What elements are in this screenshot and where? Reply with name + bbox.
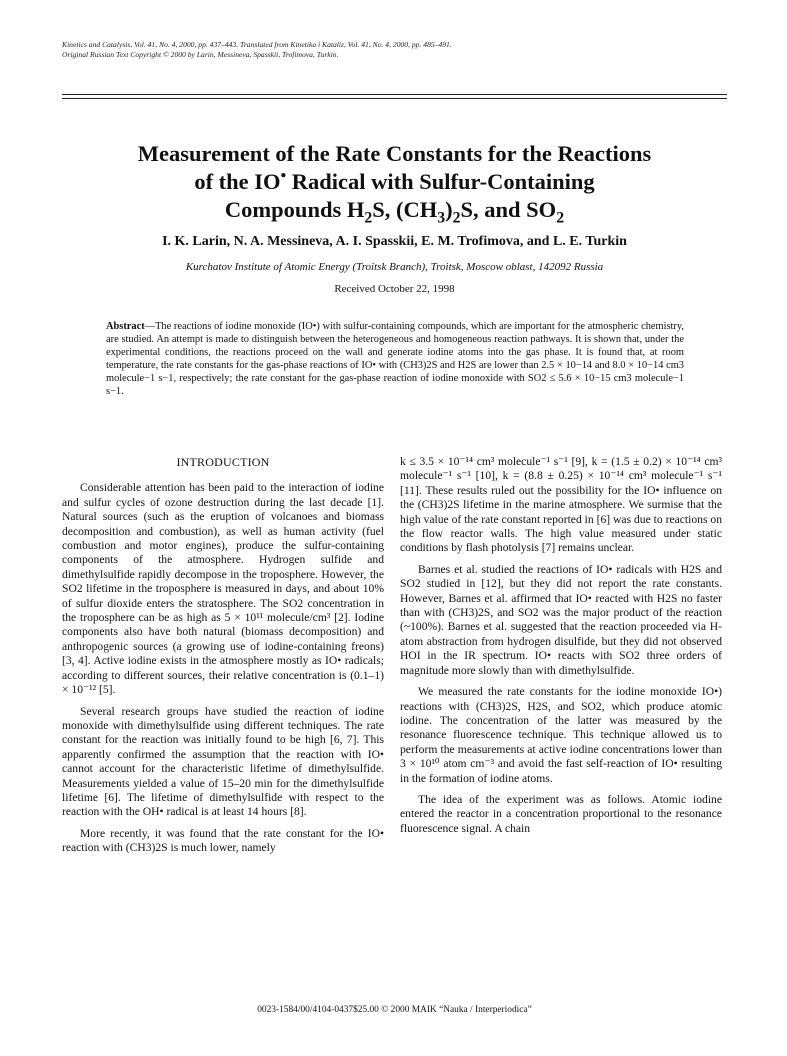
title-text: Compounds H [224,197,365,222]
paragraph: Barnes et al. studied the reactions of IO• radicals with H2S and SO2 studied in [12], but they did not report the rate constants. However, Barnes et al. affirmed that IO• reacted with H2S no faster than with (CH3)2S, and SO2 was the major product of the reaction (~100%). Barnes et al. suggested that the reaction proceeded via H-atom abstraction from hydrogen disulfide, but they did not observed HOI in the IR spectrum. IO• reacts with SO2 three orders of magnitude more slowly than with dimethylsulfide. [400,562,722,677]
abstract-text: —The reactions of iodine monoxide (IO•) with sulfur-containing compounds, which are important for the atmospheric chemistry, are studied. An attempt is made to distinguish between the heterogeneous and homogeneous reaction pathways. It is shown that, under the experimental conditions, the reactions proceed on the wall and generate iodine atoms into the gas phase. It is found that, at room temperature, the rate constants for the gas-phase reactions of IO• with (CH3)2S and H2S are lower than 2.5 × 10−14 and 8.0 × 10−14 cm3 molecule−1 s−1, respectively; the rate constant for the gas-phase reaction of iodine monoxide with SO2 ≤ 5.6 × 10−15 cm3 molecule−1 s−1. [106,321,684,397]
right-column [400,455,722,843]
header-rule-top [62,94,727,95]
page-footer: 0023-1584/00/4104-0437$25.00 © 2000 MAIK “Nauka / Interperiodica” [257,1005,532,1015]
paragraph: The idea of the experiment was as follows. Atomic iodine entered the reactor in a concentration proportional to the resonance fluorescence signal. A chain [400,792,722,835]
copyright-line: Original Russian Text Copyright © 2000 by Larin, Messineva, Spasskii, Trofimova, Turkin. [62,50,339,59]
paragraph: More recently, it was found that the rate constant for the IO• reaction with (CH3)2S is much lower, namely [62,826,384,855]
radical-dot: • [280,167,287,185]
subscript: 3 [437,209,446,227]
header-rule-bottom [62,98,727,99]
affiliation: Kurchatov Institute of Atomic Energy (Troitsk Branch), Troitsk, Moscow oblast, 142092 Russia [185,261,604,273]
title-text: S, (CH [372,197,438,222]
title-text: of the IO [194,169,281,194]
paragraph: Several research groups have studied the reaction of iodine monoxide with dimethylsulfide using different techniques. The rate constant for the reaction was initially found to be high [6, 7]. This apparently confirmed the assumption that the reaction with IO• cannot account for the characteristic lifetime of dimethylsulfide. Measurements yielded a value of 15–20 min for the dimethylsulfide lifetime [6]. The lifetime of dimethylsulfide with respect to the reaction with the OH• radical is at least 14 hours [8]. [62,704,384,819]
section-heading-introduction: INTRODUCTION [176,455,270,469]
title-text: Radical with Sulfur-Containing [286,169,595,194]
author-list: I. K. Larin, N. A. Messineva, A. I. Spasskii, E. M. Trofimova, and L. E. Turkin [162,234,627,249]
abstract-label: Abstract [106,321,145,332]
subscript: 2 [452,209,461,227]
paragraph: We measured the rate constants for the iodine monoxide IO•) reactions with (CH3)2S, H2S, and SO2, which produce atomic iodine. The concentration of the latter was measured by the resonance fluorescence technique. This technique allowed us to perform the measurements at active iodine concentrations lower than 3 × 10¹⁰ atom cm⁻³ and avoid the fast self-reaction of IO• resulting in the formation of iodine atoms. [400,685,722,785]
journal-citation-line: Kinetics and Catalysis, Vol. 41, No. 4, 2000, pp. 437–443. Translated from Kinetika i Kataliz, Vol. 41, No. 4, 2000, pp. 485–491. [62,40,452,49]
abstract [106,320,684,398]
title-line-1: Measurement of the Rate Constants for the Reactions [137,141,652,166]
paragraph: k ≤ 3.5 × 10⁻¹⁴ cm³ molecule⁻¹ s⁻¹ [9], k = (1.5 ± 0.2) × 10⁻¹⁴ cm³ molecule⁻¹ s⁻¹ [10], k = (8.8 ± 0.25) × 10⁻¹⁴ cm³ molecule⁻¹ s⁻¹ [11]. These results ruled out the possibility for the IO• influence on the (CH3)2S lifetime in the marine atmosphere. We surmise that the high value of the rate constant reported in [6] was due to reactions on the flow reactor walls. The high value measured under static conditions by flash photolysis [7] remains unclear. [400,455,722,555]
subscript: 2 [364,209,373,227]
title-line-3 [62,196,727,227]
title-text: ) [445,197,453,222]
left-column [62,455,384,863]
title-line-2 [62,168,727,196]
received-date: Received October 22, 1998 [334,283,455,295]
subscript: 2 [556,209,565,227]
article-title [62,140,727,227]
title-text: S, and SO [460,197,557,222]
journal-header [62,40,722,60]
paragraph: Considerable attention has been paid to the interaction of iodine and sulfur cycles of ozone destruction during the last decade [1]. Natural sources (such as the eruption of volcanoes and biomass decomposition and combustion), as well as human activity (fuel combustion and motor engines), produce the sulfur-containing components of the atmosphere. Hydrogen sulfide and dimethylsulfide rapidly decompose in the troposphere. However, the SO2 lifetime in the troposphere is measured in days, and about 10% of sulfur dioxide enters the stratosphere. The SO2 concentration in the troposphere can be as high as 5 × 10¹¹ molecule/cm³ [2]. Iodine components also have both natural (biomass decomposition) and anthropogenic sources (a growing use of iodine-containing freons) [3, 4]. Active iodine exists in the atmosphere mostly as IO• radicals; according to different sources, their relative concentration is (0.1–1) × 10⁻¹² [5]. [62,481,384,697]
